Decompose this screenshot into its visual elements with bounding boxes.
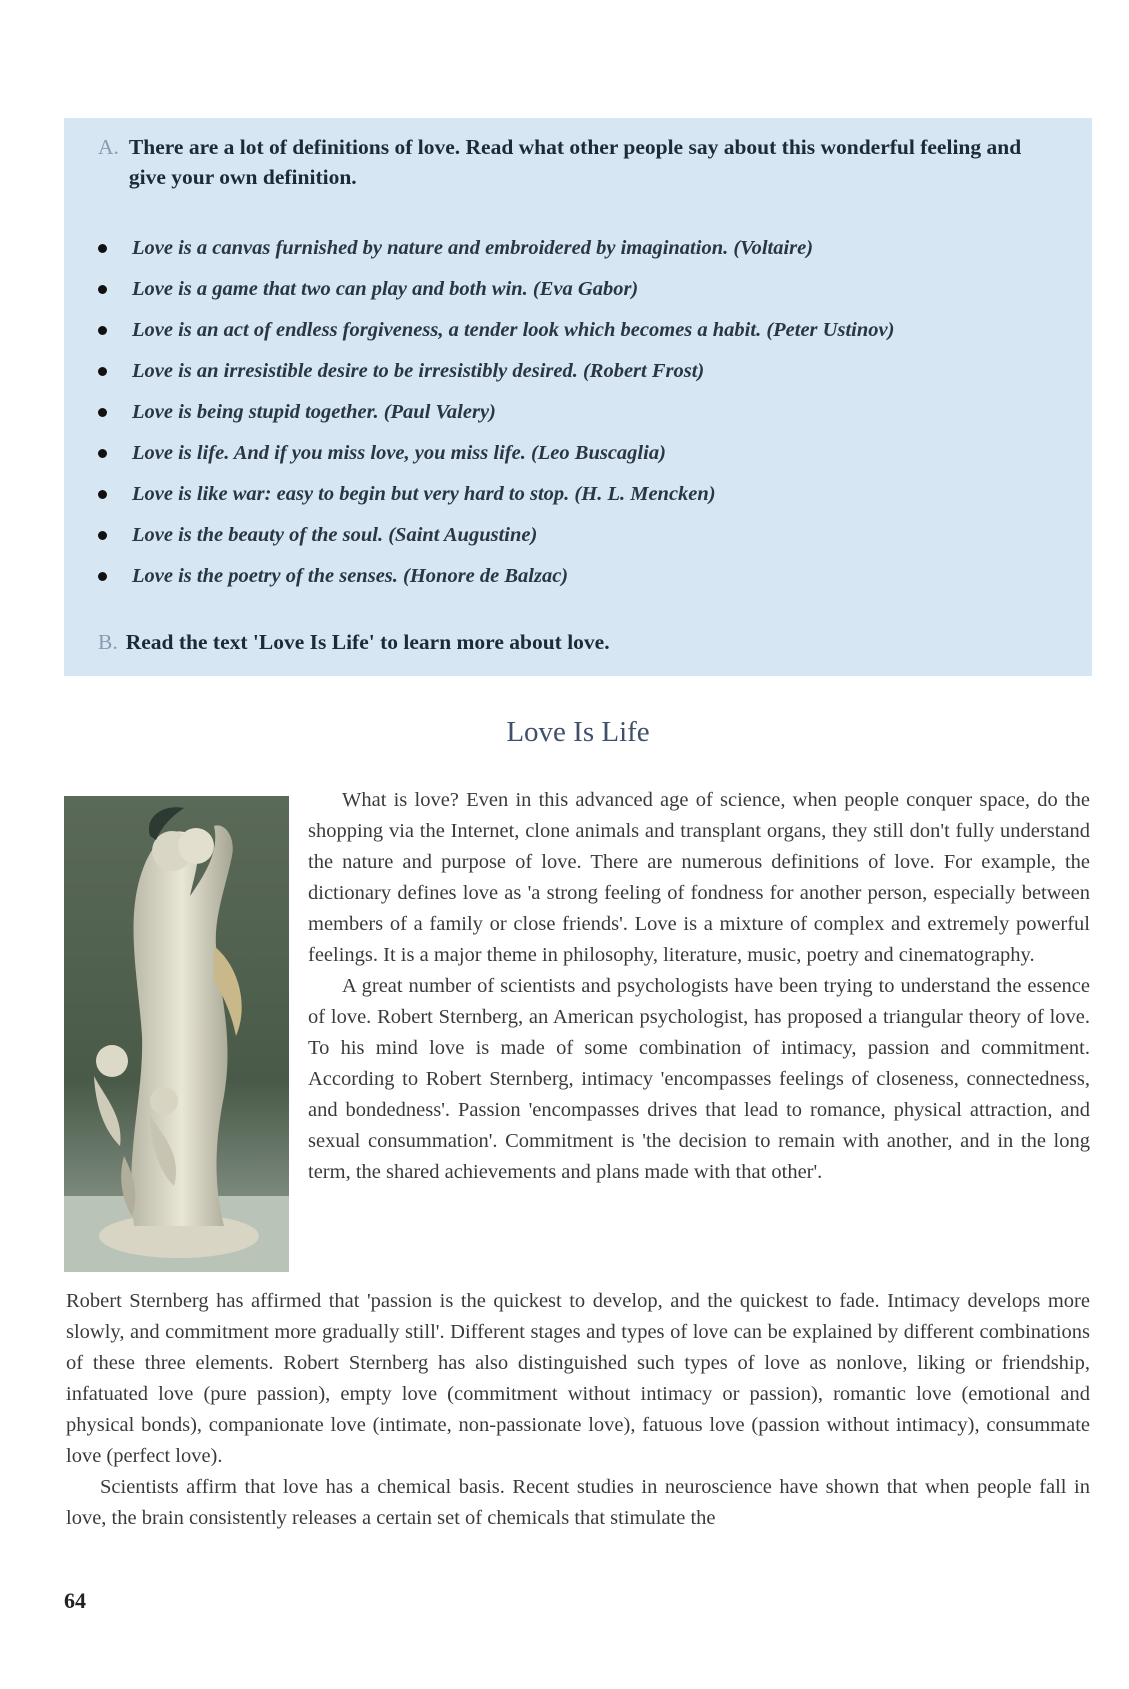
quote-item: [98, 269, 894, 310]
task-box: [64, 118, 1092, 676]
quote-text: Love is an act of endless forgiveness, a tender look which becomes a habit. (Peter Ustinov): [132, 319, 895, 341]
task-a-text: There are a lot of definitions of love. Read what other people say about this wonderful feeling and give your own definition.: [128, 135, 1022, 189]
bullet-icon: [98, 326, 107, 335]
quote-list: [98, 228, 894, 597]
task-a-letter: A.: [98, 135, 119, 159]
quote-text: Love is a canvas furnished by nature and embroidered by imagination. (Voltaire): [132, 237, 814, 259]
quote-text: Love is a game that two can play and both win. (Eva Gabor): [132, 278, 639, 300]
bullet-icon: [98, 244, 107, 253]
article-title: Love Is Life: [506, 716, 650, 748]
page-number: 64: [64, 1588, 86, 1613]
quote-item: [98, 515, 894, 556]
quote-item: [98, 556, 894, 597]
task-b-text: Read the text 'Love Is Life' to learn more about love.: [125, 630, 610, 654]
quote-item: [98, 310, 894, 351]
article-full-width-text: [66, 1286, 1090, 1534]
paragraph-2-top: A great number of scientists and psychologists have been trying to understand the essence of love. Robert Sternberg, an American psychologist, has proposed a triangular theory of love. To his mind love is made of some combination of intimacy, passion and commitment. According to Robert Sternberg, intimacy 'encompasses feelings of closeness, connectedness, and bondedness'. Passion 'encompasses drives that lead to romance, physical attraction, and sexual consummation'. Commitment is 'the decision to remain with another, and in the long term, the shared achievements and plans made with that other'.: [308, 975, 1090, 1183]
quote-item: [98, 228, 894, 269]
paragraph-3: Scientists affirm that love has a chemical basis. Recent studies in neuroscience have shown that when people fall in love, the brain consistently releases a certain set of chemicals that stimulate the: [66, 1476, 1090, 1529]
bullet-icon: [98, 572, 107, 581]
quote-item: [98, 474, 894, 515]
quote-item: [98, 392, 894, 433]
bullet-icon: [98, 367, 107, 376]
quote-item: [98, 433, 894, 474]
bullet-icon: [98, 408, 107, 417]
quote-item: [98, 351, 894, 392]
task-b: [98, 630, 610, 655]
task-a: [98, 132, 1058, 192]
quote-text: Love is an irresistible desire to be irresistibly desired. (Robert Frost): [132, 360, 705, 382]
statue-illustration: [64, 796, 289, 1272]
bullet-icon: [98, 449, 107, 458]
bullet-icon: [98, 490, 107, 499]
quote-text: Love is life. And if you miss love, you miss life. (Leo Buscaglia): [132, 442, 666, 464]
quote-text: Love is like war: easy to begin but very hard to stop. (H. L. Mencken): [132, 483, 716, 505]
task-b-letter: B.: [98, 630, 118, 654]
bullet-icon: [98, 531, 107, 540]
paragraph-2-bottom: Robert Sternberg has affirmed that 'passion is the quickest to develop, and the quickest to fade. Intimacy develops more slowly, and commitment more gradually still'. Different stages and types of love can be explained by different combinations of these three elements. Robert Sternberg has also distinguished such types of love as nonlove, liking or friendship, infatuated love (pure passion), empty love (commitment without intimacy or passion), romantic love (emotional and physical bonds), companionate love (intimate, non-passionate love), fatuous love (passion without intimacy), consummate love (perfect love).: [66, 1290, 1090, 1467]
quote-text: Love is being stupid together. (Paul Valery): [132, 401, 496, 423]
article-column-text: [308, 785, 1090, 1188]
bullet-icon: [98, 285, 107, 294]
quote-text: Love is the beauty of the soul. (Saint Augustine): [132, 524, 538, 546]
quote-text: Love is the poetry of the senses. (Honore de Balzac): [132, 565, 569, 587]
paragraph-1: What is love? Even in this advanced age of science, when people conquer space, do the shopping via the Internet, clone animals and transplant organs, they still don't fully understand the nature and purpose of love. There are numerous definitions of love. For example, the dictionary defines love as 'a strong feeling of fondness for another person, especially between members of a family or close friends'. Love is a mixture of complex and extremely powerful feelings. It is a major theme in philosophy, literature, music, poetry and cinematography.: [308, 789, 1090, 966]
